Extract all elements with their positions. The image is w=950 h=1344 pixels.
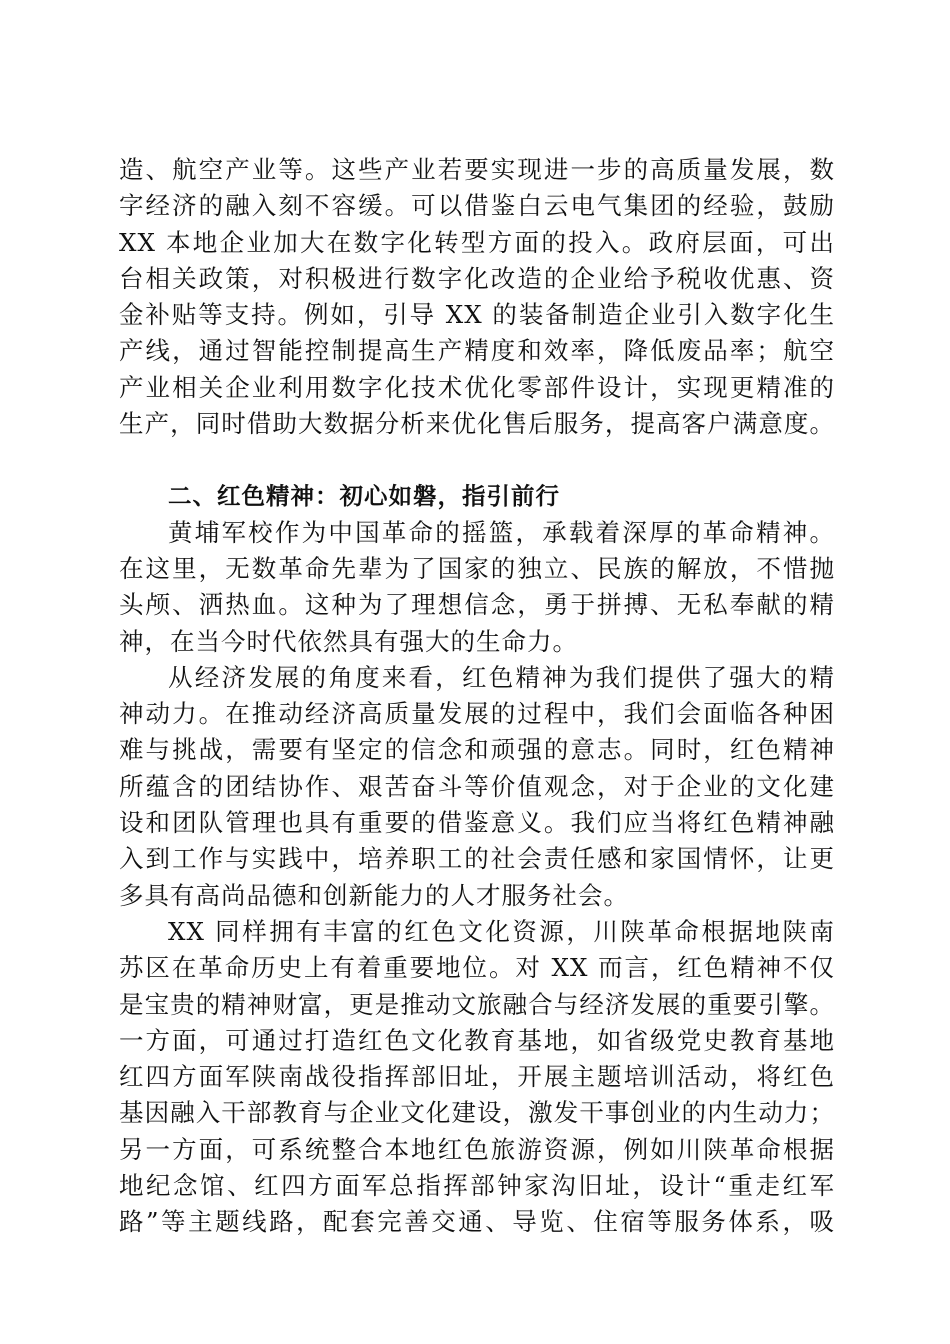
text-line: 所蕴含的团结协作、艰苦奋斗等价值观念，对于企业的文化建	[119, 771, 835, 801]
text-line: 设和团队管理也具有重要的借鉴意义。我们应当将红色精神融	[119, 808, 835, 838]
text-line: 字经济的融入刻不容缓。可以借鉴白云电气集团的经验，鼓励	[119, 191, 835, 221]
text-line: 苏区在革命历史上有着重要地位。对 XX 而言，红色精神不仅	[119, 953, 835, 983]
text-line: 入到工作与实践中，培养职工的社会责任感和家国情怀，让更	[119, 844, 835, 874]
text-line: 台相关政策，对积极进行数字化改造的企业给予税收优惠、资	[119, 263, 835, 293]
text-line: 难与挑战，需要有坚定的信念和顽强的意志。同时，红色精神	[119, 735, 835, 765]
document-body	[119, 152, 835, 1241]
text-line: 造、航空产业等。这些产业若要实现进一步的高质量发展，数	[119, 155, 835, 184]
text-line: 是宝贵的精神财富，更是推动文旅融合与经济发展的重要引擎。	[119, 989, 835, 1019]
text-line: 头颅、洒热血。这种为了理想信念，勇于拼搏、无私奉献的精	[119, 590, 835, 620]
text-line: 基因融入干部教育与企业文化建设，激发干事创业的内生动力；	[119, 1098, 835, 1128]
text-line: 一方面，可通过打造红色文化教育基地，如省级党史教育基地	[119, 1025, 835, 1055]
text-line: 另一方面，可系统整合本地红色旅游资源，例如川陕革命根据	[119, 1134, 835, 1164]
paragraph-whampoa	[119, 515, 835, 660]
text-line: 地纪念馆、红四方面军总指挥部钟家沟旧址，设计“重走红军	[119, 1171, 835, 1201]
section-heading: 二、红色精神：初心如磐，指引前行	[168, 482, 560, 511]
text-line: 金补贴等支持。例如，引导 XX 的装备制造企业引入数字化生	[119, 300, 835, 330]
text-line: 红四方面军陕南战役指挥部旧址，开展主题培训活动，将红色	[119, 1062, 835, 1092]
text-line: 生产，同时借助大数据分析来优化售后服务，提高客户满意度。	[119, 409, 835, 439]
text-line: 多具有高尚品德和创新能力的人才服务社会。	[119, 880, 629, 910]
paragraph-red-culture-resources	[119, 914, 835, 1241]
text-line: XX 本地企业加大在数字化转型方面的投入。政府层面，可出	[119, 227, 835, 257]
blank-line	[119, 442, 835, 478]
text-line: 产业相关企业利用数字化技术优化零部件设计，实现更精准的	[119, 372, 835, 402]
paragraph-economic-perspective	[119, 660, 835, 914]
text-line: 从经济发展的角度来看，红色精神为我们提供了强大的精	[168, 662, 835, 692]
text-line: 在这里，无数革命先辈为了国家的独立、民族的解放，不惜抛	[119, 553, 835, 583]
text-line: 路”等主题线路，配套完善交通、导览、住宿等服务体系，吸	[119, 1207, 835, 1237]
paragraph-digital-economy	[119, 152, 835, 442]
text-line: 产线，通过智能控制提高生产精度和效率，降低废品率；航空	[119, 336, 835, 366]
text-line: XX 同样拥有丰富的红色文化资源，川陕革命根据地陕南	[168, 916, 835, 946]
text-line: 黄埔军校作为中国革命的摇篮，承载着深厚的革命精神。	[168, 517, 835, 547]
text-line: 神动力。在推动经济高质量发展的过程中，我们会面临各种困	[119, 699, 835, 729]
text-line: 神，在当今时代依然具有强大的生命力。	[119, 626, 578, 656]
